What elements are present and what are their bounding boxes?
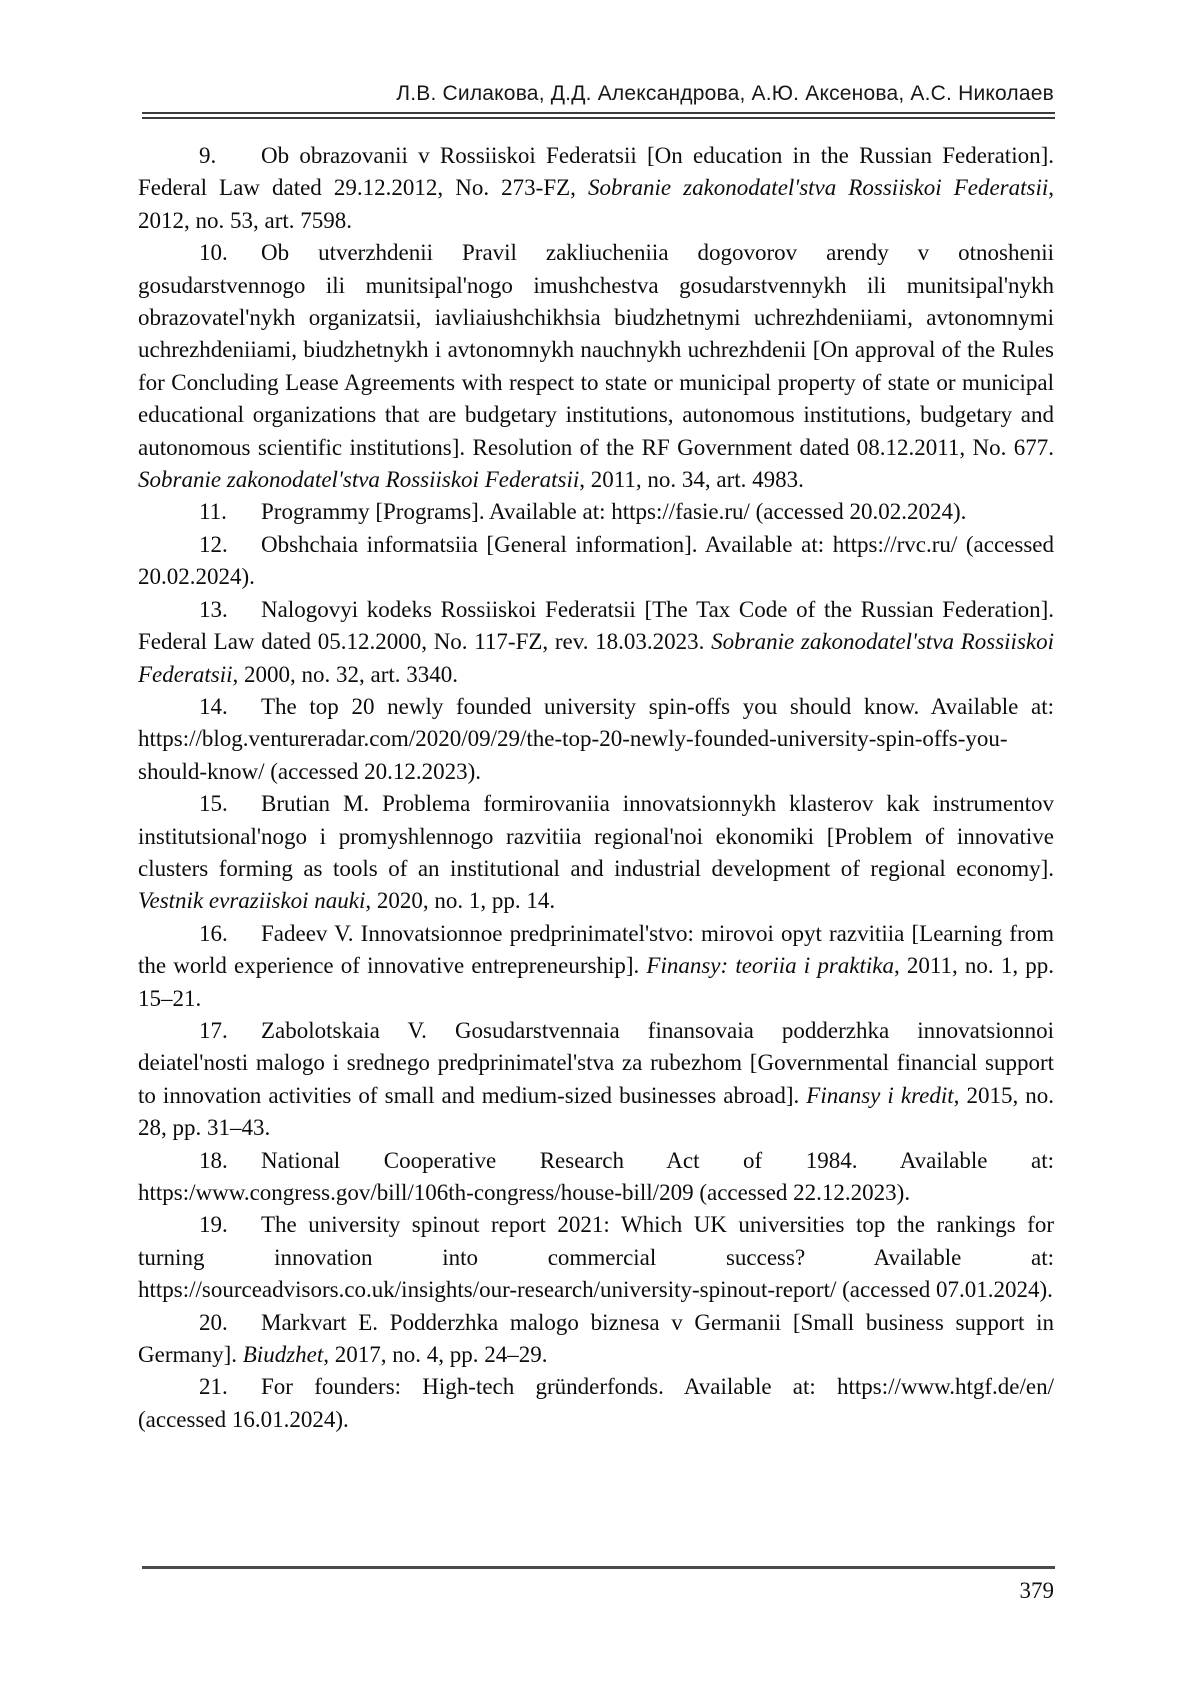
reference-item [138,529,1054,594]
reference-source-title: Finansy: teoriia i praktika [646,953,894,979]
page-number: 379 [1019,1578,1054,1603]
reference-item [138,1015,1054,1145]
reference-text: Programmy [Programs]. Available at: https://fasie.ru/ (accessed 20.02.2024). [261,499,967,525]
reference-item [138,691,1054,788]
reference-text: Ob obrazovanii v Rossiiskoi Federatsii [On education in the Russian Federation]. Federal Law dated 29.12.2012, No. 273-FZ, [138,143,1054,201]
reference-item [138,237,1054,496]
reference-item [138,140,1054,237]
reference-source-title: Finansy i kredit [806,1082,954,1108]
reference-text: , 2011, no. 34, art. 4983. [579,467,804,493]
reference-source-title: Vestnik evraziiskoi nauki [138,888,366,914]
reference-number: 15. [199,791,228,817]
reference-number: 11. [199,499,227,525]
footer-rule [142,1566,1055,1569]
reference-number: 18. [199,1147,228,1173]
reference-number: 16. [199,920,228,946]
reference-text: Obshchaia informatsiia [General information]. Available at: https://rvc.ru/ (accessed 20.02.2024). [138,531,1054,590]
reference-number: 9. [199,143,217,168]
reference-text: Ob utverzhdenii Pravil zakliucheniia dogovorov arendy v otnoshenii gosudarstvennogo ili munitsipal'nogo imushchestva gosudarstvennykh ili munitsipal'nykh obrazovatel'nykh organizatsii, iavliaiushchikhsia biudzhetnymi uchrezhdeniiami, avtonomnymi uchrezhdeniiami, biudzhetnykh i avtonomnykh nauchnykh uchrezhdenii [On approval of the Rules for Concluding Lease Agreements with respect to state or municipal property of state or municipal educational organizations that are budgetary institutions, autonomous institutions, budgetary and autonomous scientific institutions]. Resolution of the RF Government dated 08.12.2011, No. 677. [138,240,1054,460]
reference-text: , 2017, no. 4, pp. 24–29. [323,1342,548,1368]
reference-number: 17. [199,1017,228,1043]
reference-text: The university spinout report 2021: Which UK universities top the rankings for turning innovation into commercial success? Available at: https://sourceadvisors.co.uk/insights/our-research/university-spinout-report/ (accessed 07.01.2024). [138,1212,1054,1303]
reference-number: 14. [199,693,228,719]
running-head-authors: Л.В. Силакова, Д.Д. Александрова, А.Ю. Аксенова, А.С. Николаев [396,82,1054,105]
reference-text: , 2020, no. 1, pp. 14. [365,888,556,914]
reference-text: The top 20 newly founded university spin-offs you should know. Available at: https://blog.ventureradar.com/2020/09/29/the-top-20-newly-founded-university-spin-offs-you-should-know/ (accessed 20.12.2023). [138,693,1054,784]
reference-text: Fadeev V. Innovatsionnoe predprinimatel'stvo: mirovoi opyt razvitiia [Learning from the world experience of innovative entrepreneurship]. [138,920,1054,979]
reference-item [138,496,1054,528]
reference-item [138,788,1054,918]
reference-text: , 2011, no. 1, pp. 15–21. [138,953,1054,1011]
reference-number: 21. [199,1374,228,1400]
references-list [138,140,1054,1436]
reference-source-title: Sobranie zakonodatel'stva Rossiiskoi Federatsii [138,629,1054,687]
reference-text: For founders: High-tech gründerfonds. Available at: https://www.htgf.de/en/ (accessed 16.01.2024). [138,1374,1054,1432]
header-double-rule [142,112,1055,119]
reference-text: Zabolotskaia V. Gosudarstvennaia finansovaia podderzhka innovatsionnoi deiatel'nosti malogo i srednego predprinimatel'stva za rubezhom [Governmental financial support to innovation activities of small and medium-sized businesses abroad]. [138,1017,1054,1108]
reference-source-title: Sobranie zakonodatel'stva Rossiiskoi Federatsii [138,467,580,493]
reference-item [138,1307,1054,1372]
reference-source-title: Sobranie zakonodatel'stva Rossiiskoi Federatsii [588,175,1049,201]
reference-number: 10. [199,240,228,266]
reference-item [138,1145,1054,1210]
reference-text: Markvart E. Podderzhka malogo biznesa v Germanii [Small business support in Germany]. [138,1309,1054,1368]
reference-number: 13. [199,596,228,622]
reference-number: 12. [199,531,228,557]
reference-text: , 2015, no. 28, pp. 31–43. [138,1082,1054,1141]
reference-number: 20. [199,1309,228,1335]
reference-item [138,1209,1054,1306]
reference-number: 19. [199,1212,228,1238]
reference-item [138,594,1054,691]
reference-source-title: Biudzhet [242,1342,324,1368]
reference-text: , 2012, no. 53, art. 7598. [138,175,1054,233]
reference-text: Brutian M. Problema formirovaniia innovatsionnykh klasterov kak instrumentov institutsional'nogo i promyshlennogo razvitiia regional'noi ekonomiki [Problem of innovative clusters forming as tools of an institutional and industrial development of regional economy]. [138,791,1054,881]
reference-item [138,918,1054,1015]
reference-text: , 2000, no. 32, art. 3340. [232,661,459,687]
reference-text: National Cooperative Research Act of 1984. Available at: https:/www.congress.gov/bill/106th-congress/house-bill/209 (accessed 22.12.2023). [138,1147,1054,1205]
reference-text: Nalogovyi kodeks Rossiiskoi Federatsii [The Tax Code of the Russian Federation]. Federal Law dated 05.12.2000, No. 117-FZ, rev. 18.03.2023. [138,596,1054,655]
reference-item [138,1371,1054,1436]
